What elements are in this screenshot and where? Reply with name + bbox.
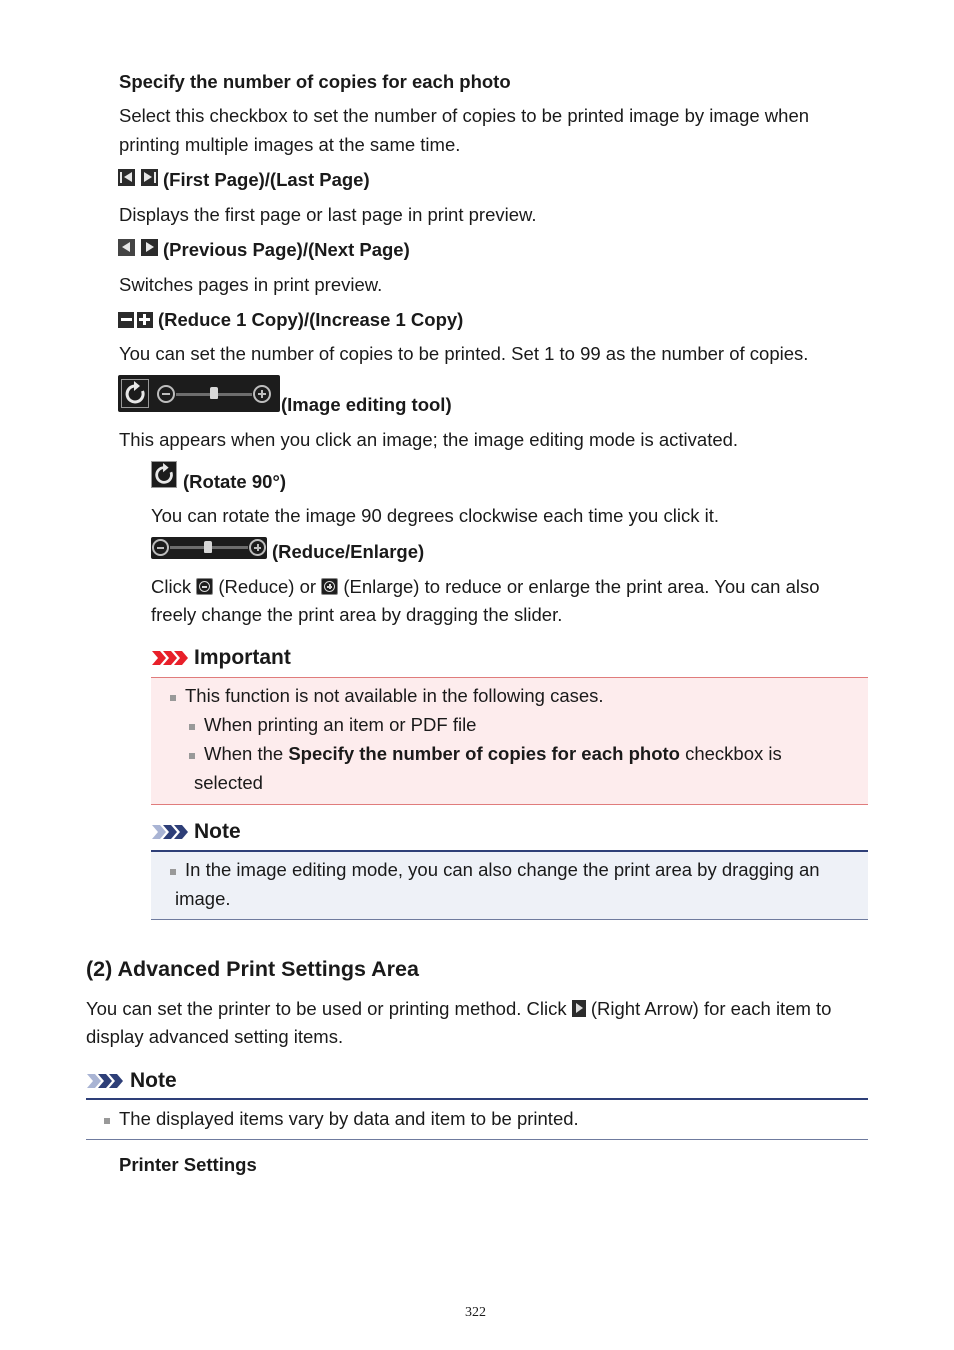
note-2-text: The displayed items vary by data and item to be printed. <box>104 1104 579 1133</box>
copies-heading: Specify the number of copies for each photo <box>119 71 511 92</box>
note-box <box>151 850 868 920</box>
important-sub-1: When printing an item or PDF file <box>189 710 476 739</box>
section-title: (2) Advanced Print Settings Area <box>86 957 419 981</box>
important-box <box>151 677 868 805</box>
rotate-heading: (Rotate 90°) <box>183 471 286 492</box>
advanced-text-line-2: display advanced setting items. <box>86 1026 344 1047</box>
important-sub-2: When the Specify the number of copies for each photo checkbox is <box>189 739 782 768</box>
image-tool-heading: (Image editing tool) <box>281 394 452 415</box>
right-arrow-icon <box>572 1000 586 1017</box>
important-sub-2-line-2: selected <box>194 772 263 793</box>
reduce-inline-icon <box>196 578 213 595</box>
enlarge-icon <box>253 385 271 403</box>
advanced-text-line-1: You can set the printer to be used or printing method. Click (Right Arrow) for each item to <box>86 998 832 1019</box>
note-2-icon <box>86 1072 126 1095</box>
note-icon <box>151 823 191 846</box>
reduce-enlarge-text-line-2: freely change the print area by dragging the slider. <box>151 604 563 625</box>
important-label: Important <box>194 646 291 669</box>
printer-settings-heading: Printer Settings <box>119 1154 257 1175</box>
reduce-increase-icons <box>118 311 153 329</box>
prev-next-icons <box>118 239 158 257</box>
enlarge-inline-icon <box>321 578 338 595</box>
note-text-line-2: image. <box>175 888 231 909</box>
prev-next-heading: (Previous Page)/(Next Page) <box>163 239 410 260</box>
copies-text-line-1: Select this checkbox to set the number of copies to be printed image by image when <box>119 105 810 126</box>
last-page-icon <box>141 169 158 186</box>
enlarge-label: (Enlarge) to reduce or enlarge the print area. You can also <box>343 576 820 597</box>
first-last-heading: (First Page)/(Last Page) <box>163 169 370 190</box>
image-editing-toolbar-icon <box>118 375 280 412</box>
reduce-enlarge-slider-icon <box>151 537 267 559</box>
previous-page-icon <box>118 239 135 256</box>
prev-next-text: Switches pages in print preview. <box>119 274 383 295</box>
first-last-text: Displays the first page or last page in print preview. <box>119 204 537 225</box>
reduce-icon <box>157 385 175 403</box>
important-icon <box>151 648 191 673</box>
reduce-increase-text: You can set the number of copies to be printed. Set 1 to 99 as the number of copies. <box>119 343 809 364</box>
reduce-increase-heading: (Reduce 1 Copy)/(Increase 1 Copy) <box>158 309 464 330</box>
note-2-box <box>86 1098 868 1140</box>
rotate-text: You can rotate the image 90 degrees clockwise each time you click it. <box>151 505 719 526</box>
page-number: 322 <box>465 1305 486 1320</box>
slider-knob <box>210 387 218 399</box>
plus-icon <box>137 312 153 328</box>
note-2-label: Note <box>130 1069 177 1092</box>
reduce-enlarge-heading: (Reduce/Enlarge) <box>272 541 425 562</box>
minus-icon <box>118 312 134 328</box>
first-last-icons <box>118 169 158 187</box>
rotate-icon <box>121 379 149 408</box>
first-page-icon <box>118 169 135 186</box>
rotate-90-icon <box>151 461 177 488</box>
next-page-icon <box>141 239 158 256</box>
note-label: Note <box>194 820 241 843</box>
copies-text-line-2: printing multiple images at the same time. <box>119 134 461 155</box>
image-tool-text: This appears when you click an image; the image editing mode is activated. <box>119 429 739 450</box>
reduce-enlarge-text-line-1 <box>151 572 820 601</box>
note-text-line-1: In the image editing mode, you can also change the print area by dragging an <box>170 855 820 884</box>
click-label: Click <box>151 576 192 597</box>
reduce-label: (Reduce) or <box>218 576 317 597</box>
important-item-1: This function is not available in the following cases. <box>170 681 604 710</box>
